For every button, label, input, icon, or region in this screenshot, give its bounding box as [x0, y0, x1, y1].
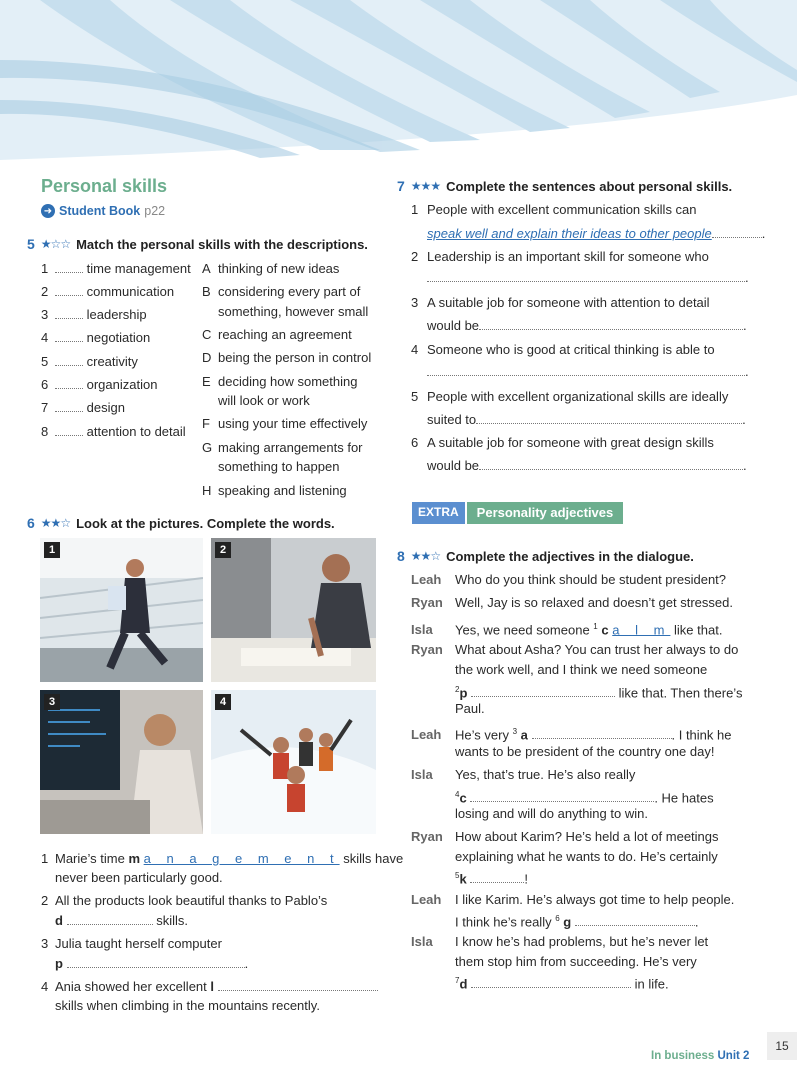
dialogue-continuation: the work well, and I think we need someone: [455, 662, 708, 677]
dialogue-line: Isla Yes, we need someone $^1$ c a l m like that.: [411, 622, 723, 638]
dialogue-line: Ryan Well, Jay is so relaxed and doesn’t get stressed.: [411, 595, 733, 610]
answer-blank[interactable]: [479, 457, 743, 470]
page-footer: [651, 1050, 749, 1062]
answer-blank[interactable]: [55, 306, 83, 319]
exercise-instruction: Complete the adjectives in the dialogue.: [446, 548, 694, 564]
list-item: 1 People with excellent communication skills can: [411, 202, 697, 217]
list-item: 5 creativity: [41, 354, 138, 369]
footer-unit: Unit 2: [717, 1050, 750, 1062]
student-book-page: p22: [144, 204, 166, 218]
list-item-continuation: never been particularly good.: [55, 870, 223, 885]
list-item-continuation: p .: [55, 956, 249, 971]
answer-line: suited to .: [427, 412, 746, 427]
list-item: 7 design: [41, 400, 125, 415]
exercise-number: 8: [397, 548, 405, 564]
dialogue-continuation: them stop him from succeeding. He’s very: [455, 954, 697, 969]
dialogue-continuation: losing and will do anything to win.: [455, 806, 648, 821]
list-item-continuation: skills when climbing in the mountains recently.: [55, 998, 320, 1013]
answer-line: .: [427, 268, 749, 287]
dialogue-line: Leah Who do you think should be student president?: [411, 572, 727, 587]
exercise-8-heading: [397, 548, 694, 564]
difficulty-stars-icon: ★★★: [410, 179, 441, 193]
list-item: 5 People with excellent organizational skills are ideally: [411, 389, 729, 404]
extra-title: Personality adjectives: [467, 502, 624, 524]
list-item: C reaching an agreement: [202, 327, 352, 342]
list-item: 1 Marie’s time m a n a g e m e n t skills have: [41, 851, 404, 866]
photo-climbers-snow: [211, 690, 376, 834]
filled-answer: a n a g e m e n t: [143, 851, 340, 866]
dialogue-continuation: wants to be president of the country one day!: [455, 744, 715, 759]
exercise-5-heading: [27, 236, 368, 252]
list-item: 2 All the products look beautiful thanks to Pablo’s: [41, 893, 328, 908]
answer-blank[interactable]: [470, 789, 654, 802]
extra-section-header: [412, 502, 623, 524]
photo-illustration: [211, 690, 376, 834]
dialogue-line: Ryan What about Asha? You can trust her always to do: [411, 642, 739, 657]
answer-blank[interactable]: [67, 955, 245, 968]
answer-blank[interactable]: [532, 726, 672, 739]
exercise-number: 7: [397, 178, 405, 194]
answer-blank[interactable]: [471, 975, 631, 988]
photo-illustration: [40, 690, 203, 834]
answer-blank[interactable]: [67, 912, 153, 925]
list-item-continuation: will look or work: [218, 393, 310, 408]
photo-illustration: [40, 538, 203, 682]
list-item: H speaking and listening: [202, 483, 347, 498]
list-item: 4 negotiation: [41, 330, 151, 345]
exercise-number: 6: [27, 515, 35, 531]
answer-blank[interactable]: [427, 363, 745, 376]
difficulty-stars-icon: ★★☆: [410, 549, 441, 563]
answer-blank[interactable]: [55, 423, 83, 436]
list-item: 8 attention to detail: [41, 424, 186, 439]
list-item: 1 time management: [41, 261, 191, 276]
list-item: 6 organization: [41, 377, 158, 392]
answer-blank[interactable]: [471, 684, 615, 697]
answer-blank[interactable]: [479, 317, 743, 330]
answer-blank[interactable]: [55, 353, 83, 366]
exercise-instruction: Look at the pictures. Complete the words.: [76, 515, 335, 531]
exercise-number: 5: [27, 236, 35, 252]
extra-tag: EXTRA: [412, 502, 465, 524]
photo-number: 4: [215, 694, 231, 710]
student-book-label: Student Book: [59, 204, 141, 218]
filled-answer-line: speak well and explain their ideas to other people .: [427, 226, 766, 241]
answer-blank[interactable]: [55, 260, 83, 273]
answer-blank[interactable]: [470, 870, 524, 883]
dialogue-continuation: $^2$p like that. Then there’s: [455, 685, 743, 701]
dialogue-line: Isla I know he’s had problems, but he’s never let: [411, 934, 709, 949]
list-item: B considering every part of: [202, 284, 361, 299]
dialogue-line: Leah He’s very $^3$ a . I think he: [411, 727, 732, 743]
answer-blank[interactable]: [575, 913, 695, 926]
difficulty-stars-icon: ★★☆: [40, 516, 71, 530]
answer-blank[interactable]: [55, 376, 83, 389]
list-item: G making arrangements for: [202, 440, 363, 455]
filled-answer: a l m: [612, 622, 671, 638]
dialogue-line: Ryan How about Karim? He’s held a lot of meetings: [411, 829, 719, 844]
dialogue-continuation: Paul.: [455, 701, 485, 716]
list-item: 2 Leadership is an important skill for someone who: [411, 249, 709, 264]
answer-blank[interactable]: [55, 399, 83, 412]
exercise-6-heading: [27, 515, 335, 531]
answer-line: would be .: [427, 458, 747, 473]
footer-section: In business: [651, 1050, 715, 1062]
answer-blank[interactable]: [427, 269, 745, 282]
answer-blank[interactable]: [55, 329, 83, 342]
answer-line: would be .: [427, 318, 747, 333]
answer-blank[interactable]: [476, 411, 742, 424]
list-item-continuation: something to happen: [218, 459, 340, 474]
dialogue-continuation: $^4$c . He hates: [455, 790, 714, 806]
page-number: 15: [767, 1032, 797, 1060]
dialogue-line: Isla Yes, that’s true. He’s also really: [411, 767, 636, 782]
exercise-instruction: Match the personal skills with the descriptions.: [76, 236, 368, 252]
photo-number: 3: [44, 694, 60, 710]
list-item: A thinking of new ideas: [202, 261, 340, 276]
dialogue-continuation: $^5$k !: [455, 871, 528, 887]
list-item: 3 Julia taught herself computer: [41, 936, 222, 951]
list-item: F using your time effectively: [202, 416, 368, 431]
answer-line: .: [427, 362, 749, 381]
list-item-continuation: something, however small: [218, 304, 369, 319]
list-item: 6 A suitable job for someone with great design skills: [411, 435, 714, 450]
list-item: 2 communication: [41, 284, 175, 299]
photo-woman-computer: [40, 690, 203, 834]
answer-blank[interactable]: [55, 283, 83, 296]
answer-blank[interactable]: [712, 225, 762, 238]
list-item: 4 Ania showed her excellent l: [41, 977, 378, 996]
exercise-7-heading: [397, 178, 732, 194]
list-item-continuation: d skills.: [55, 913, 188, 928]
photo-number: 1: [44, 542, 60, 558]
list-item: E deciding how something: [202, 374, 358, 389]
list-item: 4 Someone who is good at critical thinking is able to: [411, 342, 715, 357]
photo-illustration: [211, 538, 376, 682]
student-book-link[interactable]: [41, 204, 165, 218]
list-item: 3 A suitable job for someone with attention to detail: [411, 295, 710, 310]
filled-answer: speak well and explain their ideas to other people: [427, 226, 712, 241]
list-item: 3 leadership: [41, 307, 147, 322]
answer-blank[interactable]: [218, 978, 378, 991]
photo-woman-running: [40, 538, 203, 682]
difficulty-stars-icon: ★☆☆: [40, 237, 71, 251]
header-banner: [0, 0, 797, 160]
section-title: Personal skills: [41, 176, 168, 196]
photo-number: 2: [215, 542, 231, 558]
photo-man-drawing: [211, 538, 376, 682]
arrow-right-icon: ➜: [41, 204, 55, 218]
dialogue-continuation: explaining what he wants to do. He’s certainly: [455, 849, 718, 864]
exercise-instruction: Complete the sentences about personal skills.: [446, 178, 733, 194]
dialogue-continuation: $^7$d in life.: [455, 976, 669, 992]
dialogue-continuation: I think he’s really $^6$ g .: [455, 914, 699, 930]
dialogue-line: Leah I like Karim. He’s always got time to help people.: [411, 892, 735, 907]
list-item: D being the person in control: [202, 350, 372, 365]
